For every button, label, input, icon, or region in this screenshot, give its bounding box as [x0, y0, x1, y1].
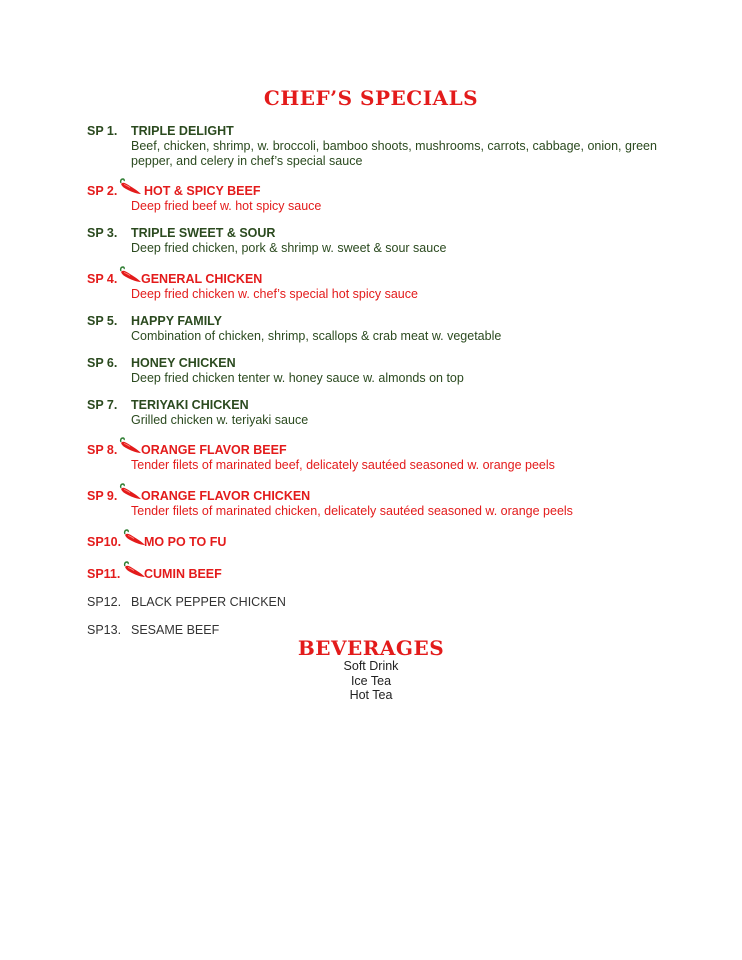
menu-item-sp7: [87, 398, 687, 428]
menu-item-sp10: [87, 535, 687, 550]
item-name: ORANGE FLAVOR CHICKEN: [141, 489, 311, 503]
item-name: HONEY CHICKEN: [131, 356, 236, 370]
item-code: SP13.: [87, 623, 122, 637]
item-name: HAPPY FAMILY: [131, 314, 222, 328]
beverages-list: [0, 659, 742, 703]
item-name: GENERAL CHICKEN: [141, 272, 263, 286]
menu-item-sp5: [87, 314, 687, 344]
item-description: Deep fried chicken, pork & shrimp w. sweet & sour sauce: [131, 241, 447, 255]
item-code: SP 2.: [87, 184, 118, 198]
menu-item-sp8: [87, 443, 687, 473]
item-code: SP 7.: [87, 398, 118, 412]
item-code: SP 5.: [87, 314, 118, 328]
menu-item-sp2: [87, 184, 687, 214]
beverages-title: BEVERAGES: [297, 636, 445, 660]
item-description: Beef, chicken, shrimp, w. broccoli, bamboo shoots, mushrooms, carrots, cabbage, onion, green pepper, and celery in chef’s special sauce: [131, 139, 657, 168]
item-code: SP10.: [87, 535, 122, 549]
item-code: SP11.: [87, 567, 121, 581]
page-title: CHEF’S SPECIALS: [263, 86, 479, 110]
item-description: Combination of chicken, shrimp, scallops & crab meat w. vegetable: [131, 329, 502, 343]
item-description: Tender filets of marinated chicken, delicately sautéed seasoned w. orange peels: [131, 504, 573, 518]
item-description: Deep fried chicken tenter w. honey sauce w. almonds on top: [131, 371, 464, 385]
chili-pepper-icon: [122, 561, 146, 579]
item-description: Tender filets of marinated beef, delicately sautéed seasoned w. orange peels: [131, 458, 555, 472]
menu-item-sp1: [87, 124, 687, 168]
menu-item-sp3: [87, 226, 687, 256]
item-name: TRIPLE DELIGHT: [131, 124, 234, 138]
item-code: SP 9.: [87, 489, 118, 503]
item-code: SP 1.: [87, 124, 118, 138]
chili-pepper-icon: [118, 178, 142, 196]
menu-item-sp4: [87, 272, 687, 302]
chili-pepper-icon: [122, 529, 146, 547]
item-code: SP 3.: [87, 226, 118, 240]
beverage-item: Soft Drink: [343, 659, 399, 673]
beverage-item: Hot Tea: [349, 688, 393, 702]
menu-item-sp9: [87, 489, 687, 519]
item-name: CUMIN BEEF: [144, 567, 222, 581]
item-code: SP 6.: [87, 356, 118, 370]
item-name: TRIPLE SWEET & SOUR: [131, 226, 276, 240]
chili-pepper-icon: [118, 266, 142, 284]
menu-item-sp12: [87, 595, 687, 610]
item-name: BLACK PEPPER CHICKEN: [131, 595, 286, 609]
item-description: Grilled chicken w. teriyaki sauce: [131, 413, 309, 427]
item-code: SP 4.: [87, 272, 118, 286]
item-code: SP 8.: [87, 443, 118, 457]
item-name: TERIYAKI CHICKEN: [131, 398, 249, 412]
chili-pepper-icon: [118, 483, 142, 501]
item-description: Deep fried beef w. hot spicy sauce: [131, 199, 322, 213]
item-name: SESAME BEEF: [131, 623, 220, 637]
item-name: ORANGE FLAVOR BEEF: [141, 443, 287, 457]
item-name: HOT & SPICY BEEF: [144, 184, 261, 198]
menu-item-sp11: [87, 567, 687, 582]
menu-item-sp6: [87, 356, 687, 386]
item-name: MO PO TO FU: [144, 535, 227, 549]
beverage-item: Ice Tea: [350, 673, 392, 688]
chili-pepper-icon: [118, 437, 142, 455]
item-code: SP12.: [87, 595, 122, 609]
item-description: Deep fried chicken w. chef’s special hot spicy sauce: [131, 287, 418, 301]
